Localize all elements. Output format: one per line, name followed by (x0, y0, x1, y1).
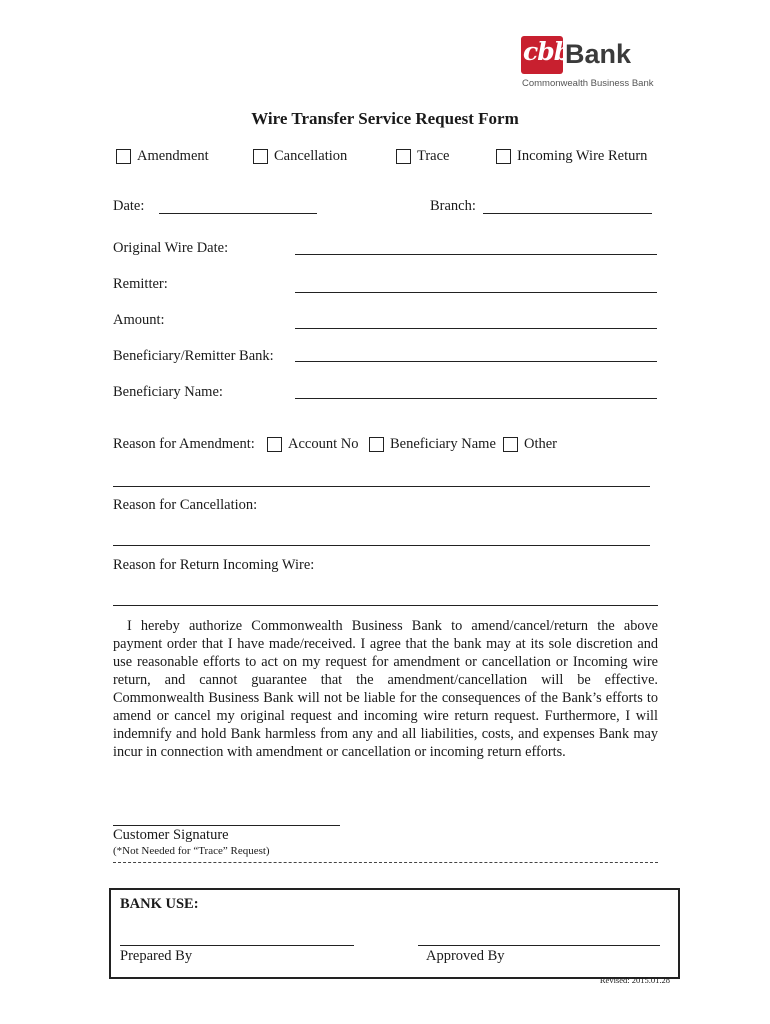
beneficiary-name-label: Beneficiary Name: (113, 384, 223, 400)
request-type-label: Trace (417, 148, 450, 164)
reason-amendment-row (113, 436, 673, 456)
checkbox-cancellation[interactable] (253, 149, 268, 164)
amount-label: Amount: (113, 312, 165, 328)
request-type-cancellation[interactable] (253, 148, 347, 165)
request-type-label: Incoming Wire Return (517, 148, 648, 164)
bank-use-box (109, 888, 680, 979)
request-type-label: Amendment (137, 148, 209, 164)
beneficiary-remitter-bank-label: Beneficiary/Remitter Bank: (113, 348, 274, 364)
amendment-option-other[interactable] (503, 436, 557, 453)
reason-return-label: Reason for Return Incoming Wire: (113, 557, 315, 573)
remitter-label: Remitter: (113, 276, 168, 292)
checkbox-account-no[interactable] (267, 437, 282, 452)
request-type-amendment[interactable] (116, 148, 209, 165)
reason-return-field[interactable] (113, 605, 658, 606)
request-type-incoming-wire-return[interactable] (496, 148, 647, 165)
logo-mark-text: cbb (523, 37, 571, 66)
customer-signature-line[interactable] (113, 825, 340, 826)
amendment-option-label: Account No (288, 436, 359, 452)
amendment-option-label: Beneficiary Name (390, 436, 496, 452)
prepared-by-line[interactable] (120, 945, 354, 946)
bank-logo (521, 36, 654, 92)
original-wire-date-field[interactable] (295, 254, 657, 255)
reason-cancellation-label: Reason for Cancellation: (113, 497, 258, 513)
remitter-field[interactable] (295, 292, 657, 293)
request-type-row (0, 148, 770, 168)
reason-amendment-field[interactable] (113, 486, 650, 487)
branch-field[interactable] (483, 213, 652, 214)
customer-signature-label: Customer Signature (113, 827, 229, 843)
amendment-option-label: Other (524, 436, 558, 452)
reason-amendment-label: Reason for Amendment: (113, 436, 255, 452)
cut-line-divider (113, 862, 658, 863)
approved-by-label: Approved By (426, 948, 505, 964)
signature-note: (*Not Needed for “Trace” Request) (113, 845, 270, 857)
checkbox-beneficiary-name[interactable] (369, 437, 384, 452)
logo-mark (521, 36, 571, 74)
beneficiary-remitter-bank-field[interactable] (295, 361, 657, 362)
logo-bank-name: Bank (565, 39, 632, 69)
authorization-paragraph: I hereby authorize Commonwealth Business Bank to amend/cancel/return the above payment order that I have made/received. I agree that the bank may at its sole discretion and use reasonable efforts to act on my request for amendment or cancellation or Incoming wire return, and cannot guarantee that the amendment/cancellation will be effective. Commonwealth Business Bank will not be liable for the consequences of the Bank’s efforts to amend or cancel my original request and incoming wire return request. Furthermore, I will indemnify and hold Bank harmless from any and all liabilities, costs, and expenses Bank may incur in connection with amendment or cancellation or incoming return efforts. (113, 618, 658, 760)
revised-date: Revised: 2015.01.28 (599, 975, 670, 985)
request-type-trace[interactable] (396, 148, 449, 165)
amount-field[interactable] (295, 328, 657, 329)
original-wire-date-label: Original Wire Date: (113, 240, 229, 256)
request-type-label: Cancellation (274, 148, 348, 164)
approved-by-line[interactable] (418, 945, 660, 946)
logo-subtitle: Commonwealth Business Bank (522, 78, 654, 89)
date-label: Date: (113, 198, 145, 214)
checkbox-other[interactable] (503, 437, 518, 452)
prepared-by-label: Prepared By (120, 948, 193, 964)
checkbox-incoming-wire-return[interactable] (496, 149, 511, 164)
beneficiary-name-field[interactable] (295, 398, 657, 399)
reason-cancellation-field[interactable] (113, 545, 650, 546)
form-title: Wire Transfer Service Request Form (251, 109, 519, 128)
date-field[interactable] (159, 213, 317, 214)
checkbox-trace[interactable] (396, 149, 411, 164)
bank-use-title: BANK USE: (120, 896, 199, 912)
checkbox-amendment[interactable] (116, 149, 131, 164)
amendment-option-beneficiary-name[interactable] (369, 436, 496, 453)
branch-label: Branch: (430, 198, 476, 214)
amendment-option-account-no[interactable] (267, 436, 358, 453)
